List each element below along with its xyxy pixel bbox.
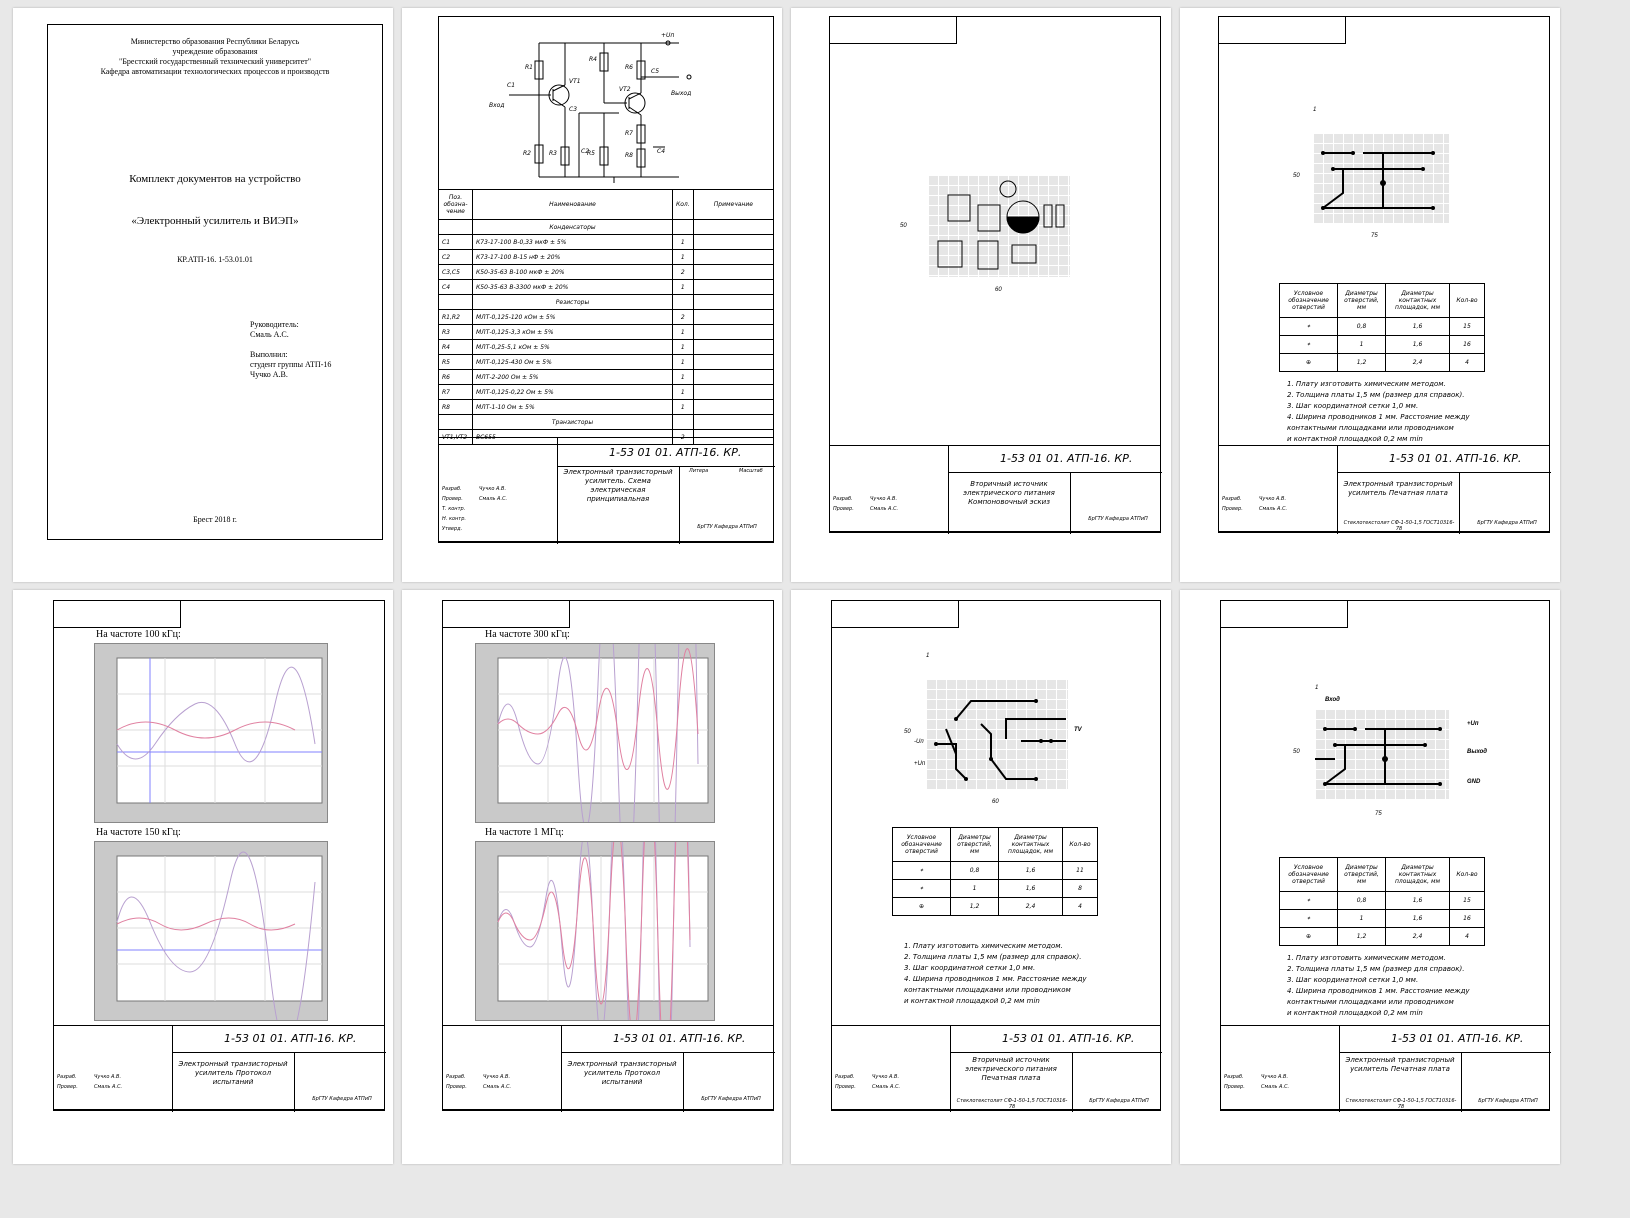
page-psu-layout[interactable] [791, 8, 1171, 582]
title-block [831, 1025, 1161, 1111]
title-frame [47, 24, 383, 540]
stamp-org: БрГТУ Кафедра АТПиП [1478, 1098, 1538, 1104]
stamp-role: Разраб. [1222, 496, 1242, 502]
doc-title: Комплект документов на устройство [129, 173, 301, 185]
note-line: и контактной площадкой 0,2 мм min [1287, 1009, 1423, 1017]
oscillogram-300khz [475, 643, 715, 823]
stamp-doc-name: Вторичный источник электрического питания Компоновочный эскиз [963, 480, 1055, 506]
stamp-doc-name: Электронный транзисторный усилитель Протокол испытаний [178, 1060, 288, 1086]
table-row [1280, 354, 1485, 372]
supervisor-name: Смаль А.С. [250, 330, 289, 339]
holes-cell: 0,8 [1338, 318, 1386, 336]
label-c1: C1 [507, 82, 516, 89]
label-input: Вход [1325, 697, 1340, 703]
psu-layout-board [928, 175, 1070, 277]
label-gnd: GND [1467, 779, 1481, 785]
bom-cell: 1 [673, 340, 694, 355]
holes-header: Кол-во [1450, 284, 1485, 318]
bom-cell: C4 [439, 280, 473, 295]
label-r3: R3 [549, 150, 557, 157]
stamp-code: 1-53 01 01. АТП-16. КР. [609, 446, 742, 459]
stamp-head: Литера [689, 468, 709, 474]
stamp-org: БрГТУ Кафедра АТПиП [701, 1096, 761, 1102]
dim-width: 60 [992, 799, 999, 805]
note-line: 3. Шаг координатной сетки 1,0 мм. [1287, 402, 1419, 410]
schematic-frame [438, 16, 774, 542]
holes-header: Условное обозначение отверстий [1280, 284, 1338, 318]
bom-cell: К73-17-100 В-0,33 мкФ ± 5% [473, 235, 673, 250]
dim-width: 60 [995, 287, 1002, 293]
holes-cell: 0,8 [1338, 892, 1386, 910]
table-row [439, 310, 774, 325]
hole-symbol: ⊕ [1280, 354, 1338, 372]
holes-cell: 4 [1450, 354, 1485, 372]
bom-cell: 2 [673, 310, 694, 325]
bom-cell: МЛТ-0,125-430 Ом ± 5% [473, 355, 673, 370]
stamp-material: Стеклотекстолит СФ-1-50-1,5 ГОСТ10316-78 [956, 1098, 1068, 1110]
hole-symbol: ⌖ [893, 862, 951, 880]
stamp-code: 1-53 01 01. АТП-16. КР. [613, 1032, 746, 1045]
dim-height: 50 [1293, 749, 1300, 755]
table-row [1280, 910, 1485, 928]
amp-pcb-board [1313, 133, 1449, 223]
stamp-person: Чучко А.В. [872, 1074, 900, 1080]
caption-300khz: На частоте 300 кГц: [485, 629, 570, 640]
stamp-role: Провер. [1224, 1084, 1245, 1090]
hole-symbol: ⌖ [893, 880, 951, 898]
table-row [893, 898, 1098, 916]
holes-cell: 1,2 [1338, 354, 1386, 372]
label-r1: R1 [525, 64, 533, 71]
stamp-person: Смаль А.С. [1259, 506, 1288, 512]
holes-table [892, 827, 1098, 916]
page-test-protocol-2[interactable] [402, 590, 782, 1164]
label-r2: R2 [523, 150, 531, 157]
stamp-role: Н. контр. [442, 516, 466, 522]
holes-header: Диаметры контактных площадок, мм [999, 828, 1063, 862]
bom-cell: 1 [673, 385, 694, 400]
org-block [48, 37, 382, 77]
holes-cell: 11 [1063, 862, 1098, 880]
holes-cell: 2,4 [999, 898, 1063, 916]
title-block [1218, 445, 1550, 533]
table-row [1280, 892, 1485, 910]
label-tv: TV [1074, 727, 1082, 733]
bom-cell: МЛТ-1-10 Ом ± 5% [473, 400, 673, 415]
amp-pcb-board [1315, 709, 1449, 799]
note-line: контактными площадками или проводником [1287, 998, 1454, 1006]
bom-cell: МЛТ-0,125-120 кОм ± 5% [473, 310, 673, 325]
note-line: контактными площадками или проводником [1287, 424, 1454, 432]
table-row [893, 880, 1098, 898]
stamp-person: Чучко А.В. [870, 496, 898, 502]
label-output: Выход [671, 90, 692, 97]
stamp-person: Смаль А.С. [94, 1084, 123, 1090]
note-line: 2. Толщина платы 1,5 мм (размер для справок). [1287, 965, 1465, 973]
stamp-code: 1-53 01 01. АТП-16. КР. [224, 1032, 357, 1045]
bom-cell: 1 [673, 235, 694, 250]
label-c2: C2 [581, 148, 590, 155]
stamp-doc-name: Электронный транзисторный усилитель Печатная плата [1345, 1056, 1455, 1073]
label-r6: R6 [625, 64, 633, 71]
dim-height: 50 [900, 223, 907, 229]
holes-cell: 8 [1063, 880, 1098, 898]
bom-header: Поз. обозна-чение [439, 190, 473, 220]
holes-cell: 2,4 [1386, 928, 1450, 946]
bom-section: Транзисторы [473, 415, 673, 430]
bom-table [438, 189, 774, 445]
page-schematic[interactable] [402, 8, 782, 582]
hole-symbol: ⌖ [1280, 892, 1338, 910]
table-row [1280, 928, 1485, 946]
label-r8: R8 [625, 152, 633, 159]
hole-symbol: ⊕ [893, 898, 951, 916]
oscillogram-1mhz [475, 841, 715, 1021]
stamp-doc-name: Вторичный источник электрического питания Печатная плата [965, 1056, 1057, 1082]
dim-width: 75 [1375, 811, 1382, 817]
bom-header: Наименование [473, 190, 673, 220]
stamp-role: Разраб. [57, 1074, 77, 1080]
stamp-role: Провер. [446, 1084, 467, 1090]
protocol-frame [53, 600, 385, 1110]
note-line: 3. Шаг координатной сетки 1,0 мм. [1287, 976, 1419, 984]
pcb-notes [904, 941, 1087, 1007]
org-line: Министерство образования Республики Беларусь [130, 37, 300, 46]
page-test-protocol-1[interactable] [13, 590, 393, 1164]
psu-layout-frame [829, 16, 1161, 532]
stamp-person: Смаль А.С. [479, 496, 508, 502]
stamp-role: Провер. [442, 496, 463, 502]
note-line: 1. Плату изготовить химическим методом. [1287, 380, 1446, 388]
holes-cell: 15 [1450, 892, 1485, 910]
bom-cell: C1 [439, 235, 473, 250]
label-input: Вход [489, 102, 505, 109]
note-line: 2. Толщина платы 1,5 мм (размер для справок). [904, 953, 1082, 961]
device-title: «Электронный усилитель и ВИЭП» [131, 215, 299, 227]
org-line: "Брестский государственный технический университет" [119, 57, 311, 66]
protocol-frame [442, 600, 774, 1110]
performer-group: студент группы АТП-16 [250, 360, 332, 369]
table-row [1280, 336, 1485, 354]
bom-cell: К50-35-63 В-100 мкФ ± 20% [473, 265, 673, 280]
label-u-minus: -Uп [914, 739, 924, 745]
doc-code: КР.АТП-16. 1-53.01.01 [177, 255, 253, 264]
stamp-org: БрГТУ Кафедра АТПиП [1088, 516, 1148, 522]
stamp-role: Утверд. [442, 526, 463, 532]
bom-cell: 1 [673, 325, 694, 340]
pcb-notes [1287, 953, 1470, 1019]
pcb-notes [1287, 379, 1470, 445]
bom-cell: 1 [673, 355, 694, 370]
holes-cell: 1,2 [1338, 928, 1386, 946]
schematic-diagram [439, 17, 773, 187]
stamp-code: 1-53 01 01. АТП-16. КР. [1002, 1032, 1135, 1045]
table-row [439, 385, 774, 400]
stamp-code: 1-53 01 01. АТП-16. КР. [1389, 452, 1522, 465]
page-amp-pcb[interactable] [1180, 8, 1560, 582]
holes-cell: 1 [951, 880, 999, 898]
bom-cell: 1 [673, 280, 694, 295]
org-line: учреждение образования [172, 47, 258, 56]
bom-cell: C2 [439, 250, 473, 265]
hole-symbol: ⊕ [1280, 928, 1338, 946]
caption-150khz: На частоте 150 кГц: [96, 827, 181, 838]
stamp-role: Разраб. [835, 1074, 855, 1080]
city-year: Брест 2018 г. [193, 515, 237, 524]
hole-symbol: ⌖ [1280, 336, 1338, 354]
stamp-person: Чучко А.В. [483, 1074, 511, 1080]
holes-header: Диаметры отверстий, мм [1338, 858, 1386, 892]
table-row [439, 340, 774, 355]
bom-cell: VT1,VT2 [439, 430, 473, 445]
table-row [439, 400, 774, 415]
bom-section: Резисторы [473, 295, 673, 310]
holes-cell: 16 [1450, 336, 1485, 354]
stamp-org: БрГТУ Кафедра АТПиП [1089, 1098, 1149, 1104]
holes-cell: 1,6 [1386, 910, 1450, 928]
note-line: 1. Плату изготовить химическим методом. [904, 942, 1063, 950]
title-block [438, 437, 774, 543]
holes-header: Диаметры отверстий, мм [951, 828, 999, 862]
oscillogram-150khz [94, 841, 328, 1021]
bom-cell: R8 [439, 400, 473, 415]
title-block [1220, 1025, 1550, 1111]
table-row [439, 235, 774, 250]
table-row [439, 250, 774, 265]
bom-cell: К73-17-100 В-15 нФ ± 20% [473, 250, 673, 265]
note-line: и контактной площадкой 0,2 мм min [904, 997, 1040, 1005]
caption-100khz: На частоте 100 кГц: [96, 629, 181, 640]
holes-table [1279, 857, 1485, 946]
holes-cell: 1,6 [999, 880, 1063, 898]
page-amp-pcb-labeled[interactable] [1180, 590, 1560, 1164]
stamp-person: Чучко А.В. [479, 486, 507, 492]
holes-table [1279, 283, 1485, 372]
stamp-code: 1-53 01 01. АТП-16. КР. [1000, 452, 1133, 465]
stamp-org: БрГТУ Кафедра АТПиП [697, 524, 757, 530]
bom-cell: R7 [439, 385, 473, 400]
bom-section: Конденсаторы [473, 220, 673, 235]
bom-cell: МЛТ-0,25-5,1 кОм ± 5% [473, 340, 673, 355]
label-c5: C5 [651, 68, 660, 75]
bom-cell: R6 [439, 370, 473, 385]
holes-cell: 1,6 [1386, 892, 1450, 910]
stamp-role: Провер. [57, 1084, 78, 1090]
amp-pcb-frame [1218, 16, 1550, 532]
bom-cell: BC655 [473, 430, 673, 445]
stamp-role: Разраб. [442, 486, 462, 492]
holes-cell: 1,6 [1386, 336, 1450, 354]
bom-cell: 1 [673, 400, 694, 415]
psu-pcb-board [926, 679, 1068, 789]
bom-header: Кол. [673, 190, 694, 220]
dim-height: 50 [904, 729, 911, 735]
org-line: Кафедра автоматизации технологических процессов и производств [100, 67, 330, 76]
dim-thickness: 1 [1315, 685, 1319, 691]
holes-header: Диаметры контактных площадок, мм [1386, 858, 1450, 892]
stamp-person: Смаль А.С. [872, 1084, 901, 1090]
caption-1mhz: На частоте 1 МГц: [485, 827, 564, 838]
title-block [442, 1025, 774, 1111]
bom-cell: 2 [673, 265, 694, 280]
stamp-person: Смаль А.С. [1261, 1084, 1290, 1090]
table-row [439, 325, 774, 340]
stamp-doc-name: Электронный транзисторный усилитель Протокол испытаний [567, 1060, 677, 1086]
dim-thickness: 1 [1313, 107, 1317, 113]
bom-header: Примечание [693, 190, 773, 220]
title-block [829, 445, 1161, 533]
label-u-plus: +Uп [914, 761, 926, 767]
stamp-doc-name: Электронный транзисторный усилитель Печатная плата [1343, 480, 1453, 497]
stamp-person: Смаль А.С. [870, 506, 899, 512]
performer-label: Выполнил: [250, 350, 288, 359]
stamp-role: Т. контр. [442, 506, 466, 512]
bom-cell: R1,R2 [439, 310, 473, 325]
label-vt2: VT2 [619, 86, 631, 93]
supervisor-label: Руководитель: [250, 320, 299, 329]
label-vt1: VT1 [569, 78, 581, 85]
bom-cell: C3,C5 [439, 265, 473, 280]
holes-cell: 1 [1338, 910, 1386, 928]
table-row [439, 265, 774, 280]
dim-height: 50 [1293, 173, 1300, 179]
stamp-person: Чучко А.В. [1259, 496, 1287, 502]
label-vcc: +Uп [661, 32, 675, 39]
holes-header: Условное обозначение отверстий [893, 828, 951, 862]
dim-width: 75 [1371, 233, 1378, 239]
table-row [439, 280, 774, 295]
holes-cell: 1 [1338, 336, 1386, 354]
note-line: 4. Ширина проводников 1 мм. Расстояние между [904, 975, 1087, 983]
holes-cell: 2,4 [1386, 354, 1450, 372]
bom-cell: 1 [673, 370, 694, 385]
amp-pcb-frame [1220, 600, 1550, 1110]
label-r4: R4 [589, 56, 597, 63]
holes-header: Условное обозначение отверстий [1280, 858, 1338, 892]
note-line: 3. Шаг координатной сетки 1,0 мм. [904, 964, 1036, 972]
bom-cell: К50-35-63 В-3300 мкФ ± 20% [473, 280, 673, 295]
stamp-material: Стеклотекстолит СФ-1-50-1,5 ГОСТ10316-78 [1345, 1098, 1457, 1110]
page-title-sheet[interactable] [13, 8, 393, 582]
note-line: 4. Ширина проводников 1 мм. Расстояние между [1287, 987, 1470, 995]
stamp-code: 1-53 01 01. АТП-16. КР. [1391, 1032, 1524, 1045]
note-line: 1. Плату изготовить химическим методом. [1287, 954, 1446, 962]
bom-cell: 1 [673, 250, 694, 265]
page-psu-pcb[interactable] [791, 590, 1171, 1164]
bom-cell: R3 [439, 325, 473, 340]
table-row [1280, 318, 1485, 336]
holes-cell: 16 [1450, 910, 1485, 928]
stamp-org: БрГТУ Кафедра АТПиП [1477, 520, 1537, 526]
stamp-person: Смаль А.С. [483, 1084, 512, 1090]
bom-cell: МЛТ-0,125-0,22 Ом ± 5% [473, 385, 673, 400]
holes-cell: 1,6 [1386, 318, 1450, 336]
label-r5: R5 [587, 150, 595, 157]
bom-cell: R5 [439, 355, 473, 370]
holes-cell: 4 [1063, 898, 1098, 916]
holes-header: Диаметры отверстий, мм [1338, 284, 1386, 318]
title-block [53, 1025, 385, 1111]
holes-cell: 0,8 [951, 862, 999, 880]
holes-cell: 15 [1450, 318, 1485, 336]
stamp-role: Разраб. [446, 1074, 466, 1080]
performer-name: Чучко А.В. [250, 370, 288, 379]
dim-thickness: 1 [926, 653, 930, 659]
signature-block [250, 320, 331, 380]
stamp-head: Масштаб [739, 468, 763, 474]
label-c4: C4 [657, 148, 666, 155]
label-vcc: +Uп [1467, 721, 1479, 727]
psu-pcb-frame [831, 600, 1161, 1110]
table-row [439, 370, 774, 385]
note-line: и контактной площадкой 0,2 мм min [1287, 435, 1423, 443]
hole-symbol: ⌖ [1280, 910, 1338, 928]
holes-header: Кол-во [1063, 828, 1098, 862]
stamp-role: Провер. [1222, 506, 1243, 512]
stamp-role: Провер. [835, 1084, 856, 1090]
table-row [439, 355, 774, 370]
note-line: 4. Ширина проводников 1 мм. Расстояние между [1287, 413, 1470, 421]
label-c3: C3 [569, 106, 578, 113]
label-output: Выход [1467, 749, 1488, 755]
holes-cell: 4 [1450, 928, 1485, 946]
bom-cell: МЛТ-0,125-3,3 кОм ± 5% [473, 325, 673, 340]
stamp-role: Разраб. [1224, 1074, 1244, 1080]
stamp-role: Провер. [833, 506, 854, 512]
bom-cell: МЛТ-2-200 Ом ± 5% [473, 370, 673, 385]
note-line: 2. Толщина платы 1,5 мм (размер для справок). [1287, 391, 1465, 399]
stamp-person: Чучко А.В. [94, 1074, 122, 1080]
stamp-org: БрГТУ Кафедра АТПиП [312, 1096, 372, 1102]
label-r7: R7 [625, 130, 633, 137]
table-row [893, 862, 1098, 880]
bom-cell: R4 [439, 340, 473, 355]
stamp-person: Чучко А.В. [1261, 1074, 1289, 1080]
hole-symbol: ⌖ [1280, 318, 1338, 336]
oscillogram-100khz [94, 643, 328, 823]
holes-header: Диаметры контактных площадок, мм [1386, 284, 1450, 318]
bom-cell: 2 [673, 430, 694, 445]
note-line: контактными площадками или проводником [904, 986, 1071, 994]
holes-cell: 1,2 [951, 898, 999, 916]
holes-header: Кол-во [1450, 858, 1485, 892]
stamp-material: Стеклотекстолит СФ-1-50-1,5 ГОСТ10316-78 [1343, 520, 1455, 532]
holes-cell: 1,6 [999, 862, 1063, 880]
stamp-role: Разраб. [833, 496, 853, 502]
stamp-doc-name: Электронный транзисторный усилитель. Схема электрическая принципиальная [563, 468, 673, 503]
